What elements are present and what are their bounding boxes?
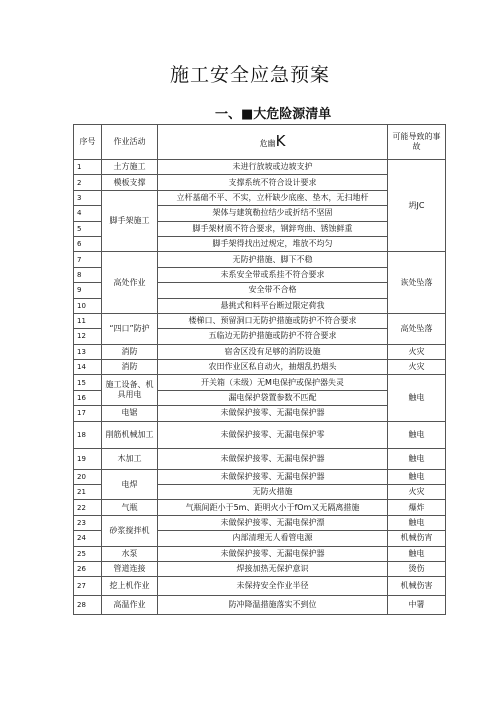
accident-cell: 烫伤 [388, 561, 446, 576]
row-number: 8 [74, 267, 102, 282]
activity-cell: 电锯 [102, 406, 158, 421]
activity-cell: 模板支撑 [102, 175, 158, 190]
row-number: 2 [74, 175, 102, 190]
activity-cell: 脚手架施工 [102, 190, 158, 252]
row-number: 19 [74, 448, 102, 469]
row-number: 13 [74, 344, 102, 359]
header-hazard-prefix: 危幽 [259, 138, 276, 148]
activity-cell: 消防 [102, 360, 158, 375]
accident-cell: 爆炸 [388, 500, 446, 515]
table-row [74, 360, 446, 375]
hazard-cell: 未做保护接零、无漏电保护器 [158, 469, 388, 484]
hazard-cell: 悬挑式和料平台断过限定荷我 [158, 298, 388, 313]
table-row [74, 469, 446, 484]
table-row [74, 421, 446, 448]
hazard-cell: 宿舍区没有足够的消防设施 [158, 344, 388, 359]
table-header-row [74, 125, 446, 160]
accident-cell: 高处坠落 [388, 313, 446, 344]
hazard-cell: 防冲降温措施落实不到位 [158, 596, 388, 615]
hazard-cell: 五临边无防护措施或防护不符合要求 [158, 329, 388, 344]
hazard-cell: 漏电保护袋置参数不匹配 [158, 390, 388, 405]
row-number: 15 [74, 375, 102, 390]
row-number: 22 [74, 500, 102, 515]
table-row [74, 546, 446, 561]
activity-cell: 施工设备、机具用电 [102, 375, 158, 406]
activity-cell: 挖上机作业 [102, 577, 158, 596]
header-hazard [158, 125, 388, 160]
activity-cell: 电焊 [102, 469, 158, 500]
activity-cell: 气瓶 [102, 500, 158, 515]
accident-cell: 火灾 [388, 485, 446, 500]
header-accident: 可能导致的事故 [388, 125, 446, 160]
hazard-cell: 支撑系统不符合设计要求 [158, 175, 388, 190]
hazard-cell: 未保持安全作业半径 [158, 577, 388, 596]
accident-cell: 触电 [388, 469, 446, 484]
page-title: 施工安全应急预案 [169, 64, 330, 86]
hazard-cell: 架体与建筑勒拉结少或折结不坚固 [158, 206, 388, 221]
table-row [74, 515, 446, 530]
table-row [74, 252, 446, 267]
header-no: 序号 [74, 125, 102, 160]
row-number: 10 [74, 298, 102, 313]
table-row [74, 313, 446, 328]
hazard-cell: 开关箱（未级）无M电保护或保护器失灵 [158, 375, 388, 390]
activity-cell: 砂浆搅拌机 [102, 515, 158, 546]
row-number: 23 [74, 515, 102, 530]
row-number: 5 [74, 221, 102, 236]
row-number: 12 [74, 329, 102, 344]
activity-cell: 木加工 [102, 448, 158, 469]
table-row [74, 375, 446, 390]
hazard-cell: 楼梯口、预留洞口无防护措施或防护不符合要求 [158, 313, 388, 328]
accident-cell: 触电 [388, 375, 446, 421]
table-row [74, 344, 446, 359]
hazard-cell: 农田作业区私自动火，抽烟乱扔烟头 [158, 360, 388, 375]
hazard-cell: 无防火措施 [158, 485, 388, 500]
hazard-cell: 未做保护接零、无漏电保护零 [158, 421, 388, 448]
hazard-cell: 未做保护接零、无漏电保护器 [158, 406, 388, 421]
row-number: 27 [74, 577, 102, 596]
row-number: 20 [74, 469, 102, 484]
hazard-cell: 立杆基础不平、不实，立杆缺少底座、垫木，无扫地杆 [158, 190, 388, 205]
activity-cell: 消防 [102, 344, 158, 359]
row-number: 7 [74, 252, 102, 267]
activity-cell: 高处作业 [102, 252, 158, 314]
hazard-cell: 未做保护接零、无漏电保护漂 [158, 515, 388, 530]
accident-cell: 机械伤宵 [388, 531, 446, 546]
row-number: 3 [74, 190, 102, 205]
hazard-cell: 未系安全带或系挂不符合要求 [158, 267, 388, 282]
row-number: 6 [74, 236, 102, 251]
activity-cell: 高温作业 [102, 596, 158, 615]
accident-cell: 触电 [388, 515, 446, 530]
activity-cell: 水泵 [102, 546, 158, 561]
row-number: 11 [74, 313, 102, 328]
hazard-cell: 未做保护接零、无漏电保护器 [158, 546, 388, 561]
row-number: 21 [74, 485, 102, 500]
accident-cell: 火灾 [388, 344, 446, 359]
table-row [74, 448, 446, 469]
activity-cell: 土方施工 [102, 160, 158, 175]
row-number: 4 [74, 206, 102, 221]
table-row [74, 500, 446, 515]
table-row [74, 561, 446, 576]
accident-cell: 坍JC [388, 160, 446, 252]
hazard-cell: 未进行放坡或边坡支护 [158, 160, 388, 175]
hazard-cell: 无防护措施、脚下不稳 [158, 252, 388, 267]
hazard-cell: 脚手架材质不符合要求，钢鋅弯曲、锈蚀鲜重 [158, 221, 388, 236]
hazard-cell: 气瓶间距小于5m、距明火小于fOm又无隔离措施 [158, 500, 388, 515]
accident-cell: 火灾 [388, 360, 446, 375]
hazard-cell: 脚手架得找出过规定，堆放不均匀 [158, 236, 388, 251]
hazard-cell: 未做保护接零、无漏电保护器 [158, 448, 388, 469]
accident-cell: 中署 [388, 596, 446, 615]
row-number: 26 [74, 561, 102, 576]
activity-cell: “四口”防护 [102, 313, 158, 344]
header-activity: 作业活动 [102, 125, 158, 160]
row-number: 16 [74, 390, 102, 405]
hazard-table [73, 124, 446, 615]
hazard-cell: 安全带不合格 [158, 283, 388, 298]
table-row [74, 596, 446, 615]
row-number: 24 [74, 531, 102, 546]
section-heading: 一、■大危险源清单 [215, 107, 332, 122]
row-number: 14 [74, 360, 102, 375]
accident-cell: 机械伤害 [388, 577, 446, 596]
table-row [74, 577, 446, 596]
row-number: 9 [74, 283, 102, 298]
row-number: 17 [74, 406, 102, 421]
row-number: 25 [74, 546, 102, 561]
row-number: 18 [74, 421, 102, 448]
accident-cell: 触电 [388, 448, 446, 469]
row-number: 1 [74, 160, 102, 175]
accident-cell: 诙处坠落 [388, 252, 446, 314]
hazard-cell: 焊接加热无保护意识 [158, 561, 388, 576]
activity-cell: 管道连接 [102, 561, 158, 576]
hazard-cell: 内部清理无人看管电源 [158, 531, 388, 546]
table-row [74, 160, 446, 175]
row-number: 28 [74, 596, 102, 615]
header-hazard-big: K [275, 131, 286, 150]
accident-cell: 触电 [388, 546, 446, 561]
activity-cell: 削筋机械加工 [102, 421, 158, 448]
accident-cell: 触电 [388, 421, 446, 448]
